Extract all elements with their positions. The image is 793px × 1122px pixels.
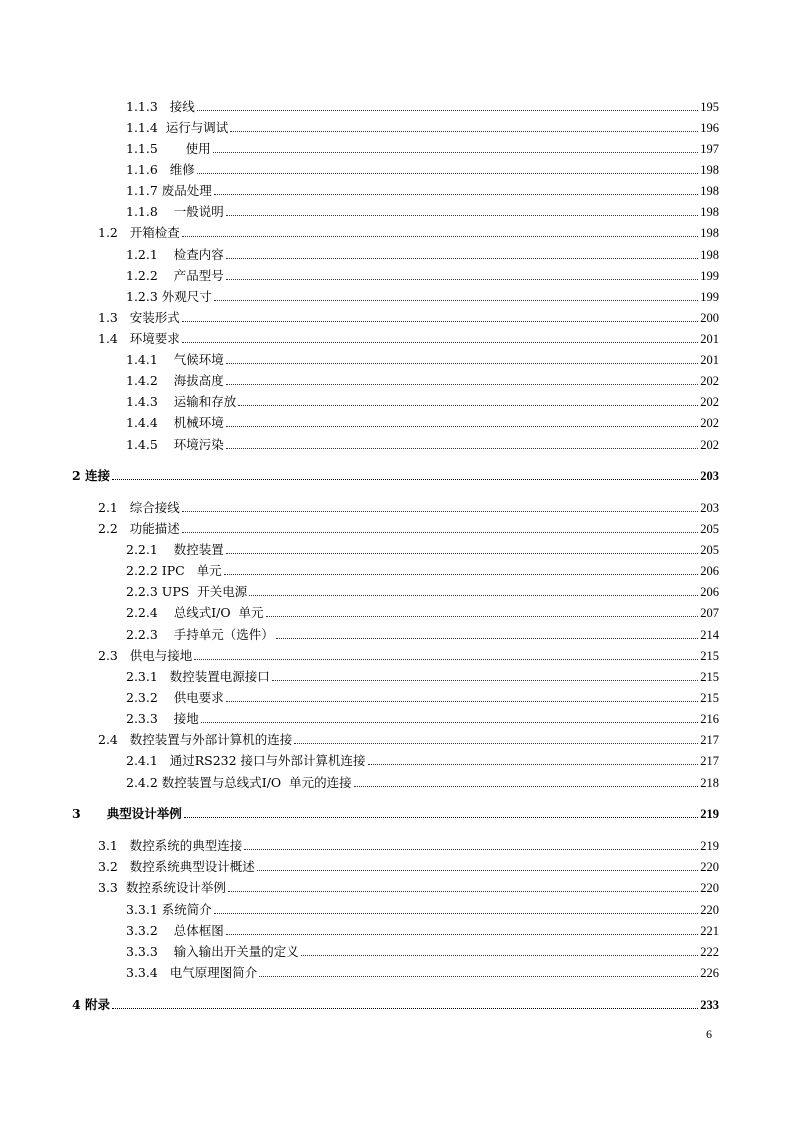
toc-entry-title: 2.2.3 UPS 开关电源 — [126, 584, 248, 599]
toc-entry-title: 1.4.2 海拔高度 — [126, 373, 224, 388]
toc-entry-page: 203 — [700, 501, 719, 515]
toc-entry[interactable] — [126, 902, 719, 918]
dot-leader — [182, 532, 698, 533]
toc-chapter[interactable] — [72, 806, 719, 822]
toc-entry-page: 202 — [700, 416, 719, 430]
toc-entry[interactable] — [98, 500, 719, 516]
toc-entry-page: 217 — [700, 733, 719, 747]
toc-entry-page: 205 — [700, 543, 719, 557]
toc-entry-page: 216 — [700, 712, 719, 726]
toc-entry[interactable] — [126, 120, 719, 136]
toc-entry-title: 2.1 综合接线 — [98, 500, 180, 515]
toc-entry-title: 3.1 数控系统的典型连接 — [98, 838, 243, 853]
toc-entry-page: 226 — [700, 966, 719, 980]
toc-entry-page: 217 — [700, 754, 719, 768]
toc-entry[interactable] — [98, 880, 719, 896]
toc-entry-title: 2.3.1 数控装置电源接口 — [126, 669, 270, 684]
dot-leader — [226, 701, 699, 702]
toc-entry-title: 1.1.8 一般说明 — [126, 204, 224, 219]
toc-entry-title: 2.2.2 IPC 单元 — [126, 563, 222, 578]
dot-leader — [244, 849, 698, 850]
dot-leader — [238, 405, 698, 406]
dot-leader — [226, 363, 699, 364]
toc-entry[interactable] — [126, 753, 719, 769]
toc-entry[interactable] — [126, 394, 719, 410]
dot-leader — [226, 553, 699, 554]
toc-entry[interactable] — [98, 732, 719, 748]
toc-entry[interactable] — [126, 268, 719, 284]
toc-entry[interactable] — [126, 965, 719, 981]
dot-leader — [214, 913, 698, 914]
dot-leader — [249, 595, 698, 596]
toc-entry-title: 3.3 数控系统设计举例 — [98, 880, 226, 895]
dot-leader — [112, 479, 698, 480]
toc-entry[interactable] — [98, 521, 719, 537]
toc-chapter[interactable] — [72, 997, 719, 1013]
toc-entry-page: 219 — [700, 807, 719, 821]
dot-leader — [214, 194, 698, 195]
toc-entry-page: 198 — [700, 226, 719, 240]
toc-entry-page: 220 — [700, 881, 719, 895]
toc-entry[interactable] — [98, 859, 719, 875]
dot-leader — [226, 426, 699, 427]
dot-leader — [182, 511, 698, 512]
toc-entry-page: 202 — [700, 395, 719, 409]
toc-entry[interactable] — [98, 310, 719, 326]
dot-leader — [228, 891, 698, 892]
toc-entry-page: 219 — [700, 839, 719, 853]
toc-entry-page: 198 — [700, 248, 719, 262]
toc-entry-title: 1.2.2 产品型号 — [126, 268, 224, 283]
toc-entry-page: 215 — [700, 691, 719, 705]
toc-entry[interactable] — [126, 99, 719, 115]
toc-entry[interactable] — [126, 352, 719, 368]
toc-entry-page: 197 — [700, 142, 719, 156]
toc-entry-page: 220 — [700, 903, 719, 917]
toc-entry-page: 206 — [700, 564, 719, 578]
toc-entry-title: 3.3.3 输入输出开关量的定义 — [126, 944, 299, 959]
toc-entry-title: 2.3.3 接地 — [126, 711, 199, 726]
toc-entry-page: 200 — [700, 311, 719, 325]
toc-entry[interactable] — [126, 247, 719, 263]
dot-leader — [301, 955, 699, 956]
toc-entry[interactable] — [126, 415, 719, 431]
toc-entry[interactable] — [98, 225, 719, 241]
dot-leader — [182, 342, 698, 343]
toc-entry-page: 198 — [700, 163, 719, 177]
toc-entry[interactable] — [126, 204, 719, 220]
toc-entry-title: 2.2.1 数控装置 — [126, 542, 224, 557]
toc-entry-title: 2.2.3 手持单元（选件） — [126, 627, 274, 642]
toc-entry-title: 3 典型设计举例 — [72, 806, 182, 821]
toc-entry-title: 1.1.4 运行与调试 — [126, 120, 229, 135]
toc-entry-page: 203 — [700, 469, 719, 483]
toc-entry[interactable] — [126, 690, 719, 706]
toc-entry-page: 199 — [700, 269, 719, 283]
dot-leader — [182, 321, 698, 322]
toc-entry[interactable] — [126, 711, 719, 727]
dot-leader — [182, 236, 698, 237]
dot-leader — [354, 786, 699, 787]
toc-entry[interactable] — [126, 373, 719, 389]
dot-leader — [259, 976, 698, 977]
toc-entry-title: 1.3 安装形式 — [98, 310, 180, 325]
toc-entry-title: 2.2 功能描述 — [98, 521, 180, 536]
toc-entry[interactable] — [126, 289, 719, 305]
toc-entry[interactable] — [98, 838, 719, 854]
toc-entry[interactable] — [126, 183, 719, 199]
toc-entry-title: 1.2.1 检查内容 — [126, 247, 224, 262]
toc-entry-title: 1.1.6 维修 — [126, 162, 195, 177]
toc-entry-page: 222 — [700, 945, 719, 959]
dot-leader — [276, 638, 699, 639]
dot-leader — [226, 934, 699, 935]
dot-leader — [184, 817, 698, 818]
toc-entry-page: 233 — [700, 998, 719, 1012]
dot-leader — [214, 300, 698, 301]
dot-leader — [226, 279, 699, 280]
dot-leader — [226, 384, 699, 385]
toc-entry-title: 1.4.1 气候环境 — [126, 352, 224, 367]
toc-entry-title: 1.4.4 机械环境 — [126, 415, 224, 430]
toc-entry-title: 1.4.3 运输和存放 — [126, 394, 237, 409]
toc-entry-title: 2.3.2 供电要求 — [126, 690, 224, 705]
dot-leader — [294, 743, 698, 744]
toc-entry-page: 221 — [700, 924, 719, 938]
dot-leader — [112, 1008, 698, 1009]
toc-entry-page: 207 — [700, 606, 719, 620]
toc-entry-title: 1.1.5 使用 — [126, 141, 211, 156]
toc-entry[interactable] — [98, 331, 719, 347]
dot-leader — [226, 258, 699, 259]
toc-entry-page: 198 — [700, 184, 719, 198]
toc-entry[interactable] — [126, 162, 719, 178]
toc-entry-title: 3.3.4 电气原理图简介 — [126, 965, 258, 980]
toc-entry[interactable] — [126, 605, 719, 621]
dot-leader — [226, 448, 699, 449]
dot-leader — [194, 659, 698, 660]
toc-entry-page: 215 — [700, 649, 719, 663]
toc-entry-title: 1.1.3 接线 — [126, 99, 195, 114]
dot-leader — [226, 215, 699, 216]
toc-entry[interactable] — [126, 141, 719, 157]
toc-entry-page: 202 — [700, 438, 719, 452]
toc-entry-page: 220 — [700, 860, 719, 874]
toc-entry[interactable] — [126, 923, 719, 939]
toc-entry-title: 2.2.4 总线式I/O 单元 — [126, 605, 264, 620]
toc-entry[interactable] — [126, 627, 719, 643]
toc-entry-title: 3.2 数控系统典型设计概述 — [98, 859, 255, 874]
toc-entry-title: 1.2 开箱检查 — [98, 225, 180, 240]
toc-entry-page: 201 — [700, 332, 719, 346]
toc-entry[interactable] — [126, 542, 719, 558]
toc-entry[interactable] — [126, 437, 719, 453]
dot-leader — [197, 173, 699, 174]
toc-entry-page: 202 — [700, 374, 719, 388]
page-number: 6 — [706, 1027, 712, 1041]
toc-entry-title: 1.1.7 废品处理 — [126, 183, 212, 198]
toc-entry-title: 2.4.2 数控装置与总线式I/O 单元的连接 — [126, 775, 352, 790]
toc-entry-page: 196 — [700, 121, 719, 135]
toc-entry-title: 2 连接 — [72, 468, 111, 483]
toc-entry-page: 198 — [700, 205, 719, 219]
dot-leader — [224, 574, 699, 575]
toc-entry[interactable] — [126, 775, 719, 791]
dot-leader — [213, 152, 699, 153]
toc-entry-page: 205 — [700, 522, 719, 536]
toc-entry-page: 195 — [700, 100, 719, 114]
dot-leader — [368, 764, 699, 765]
toc-entry[interactable] — [126, 563, 719, 579]
toc-entry-title: 2.4 数控装置与外部计算机的连接 — [98, 732, 293, 747]
dot-leader — [197, 110, 699, 111]
toc-entry-page: 218 — [700, 776, 719, 790]
toc-entry-page: 201 — [700, 353, 719, 367]
toc-entry[interactable] — [126, 669, 719, 685]
toc-entry-title: 3.3.2 总体框图 — [126, 923, 224, 938]
dot-leader — [230, 131, 698, 132]
toc-entry[interactable] — [126, 944, 719, 960]
toc-chapter[interactable] — [72, 468, 719, 484]
toc-entry-title: 2.4.1 通过RS232 接口与外部计算机连接 — [126, 753, 366, 768]
toc-entry-page: 215 — [700, 670, 719, 684]
toc-entry[interactable] — [126, 584, 719, 600]
toc-entry-page: 214 — [700, 628, 719, 642]
dot-leader — [201, 722, 699, 723]
dot-leader — [257, 870, 698, 871]
toc-entry-title: 2.3 供电与接地 — [98, 648, 193, 663]
toc-entry[interactable] — [98, 648, 719, 664]
toc-entry-page: 199 — [700, 290, 719, 304]
dot-leader — [266, 616, 699, 617]
dot-leader — [272, 680, 699, 681]
toc-entry-title: 1.2.3 外观尺寸 — [126, 289, 212, 304]
toc-entry-title: 4 附录 — [72, 997, 111, 1012]
toc-entry-title: 3.3.1 系统简介 — [126, 902, 212, 917]
toc-entry-page: 206 — [700, 585, 719, 599]
toc-entry-title: 1.4 环境要求 — [98, 331, 180, 346]
toc-entry-title: 1.4.5 环境污染 — [126, 437, 224, 452]
